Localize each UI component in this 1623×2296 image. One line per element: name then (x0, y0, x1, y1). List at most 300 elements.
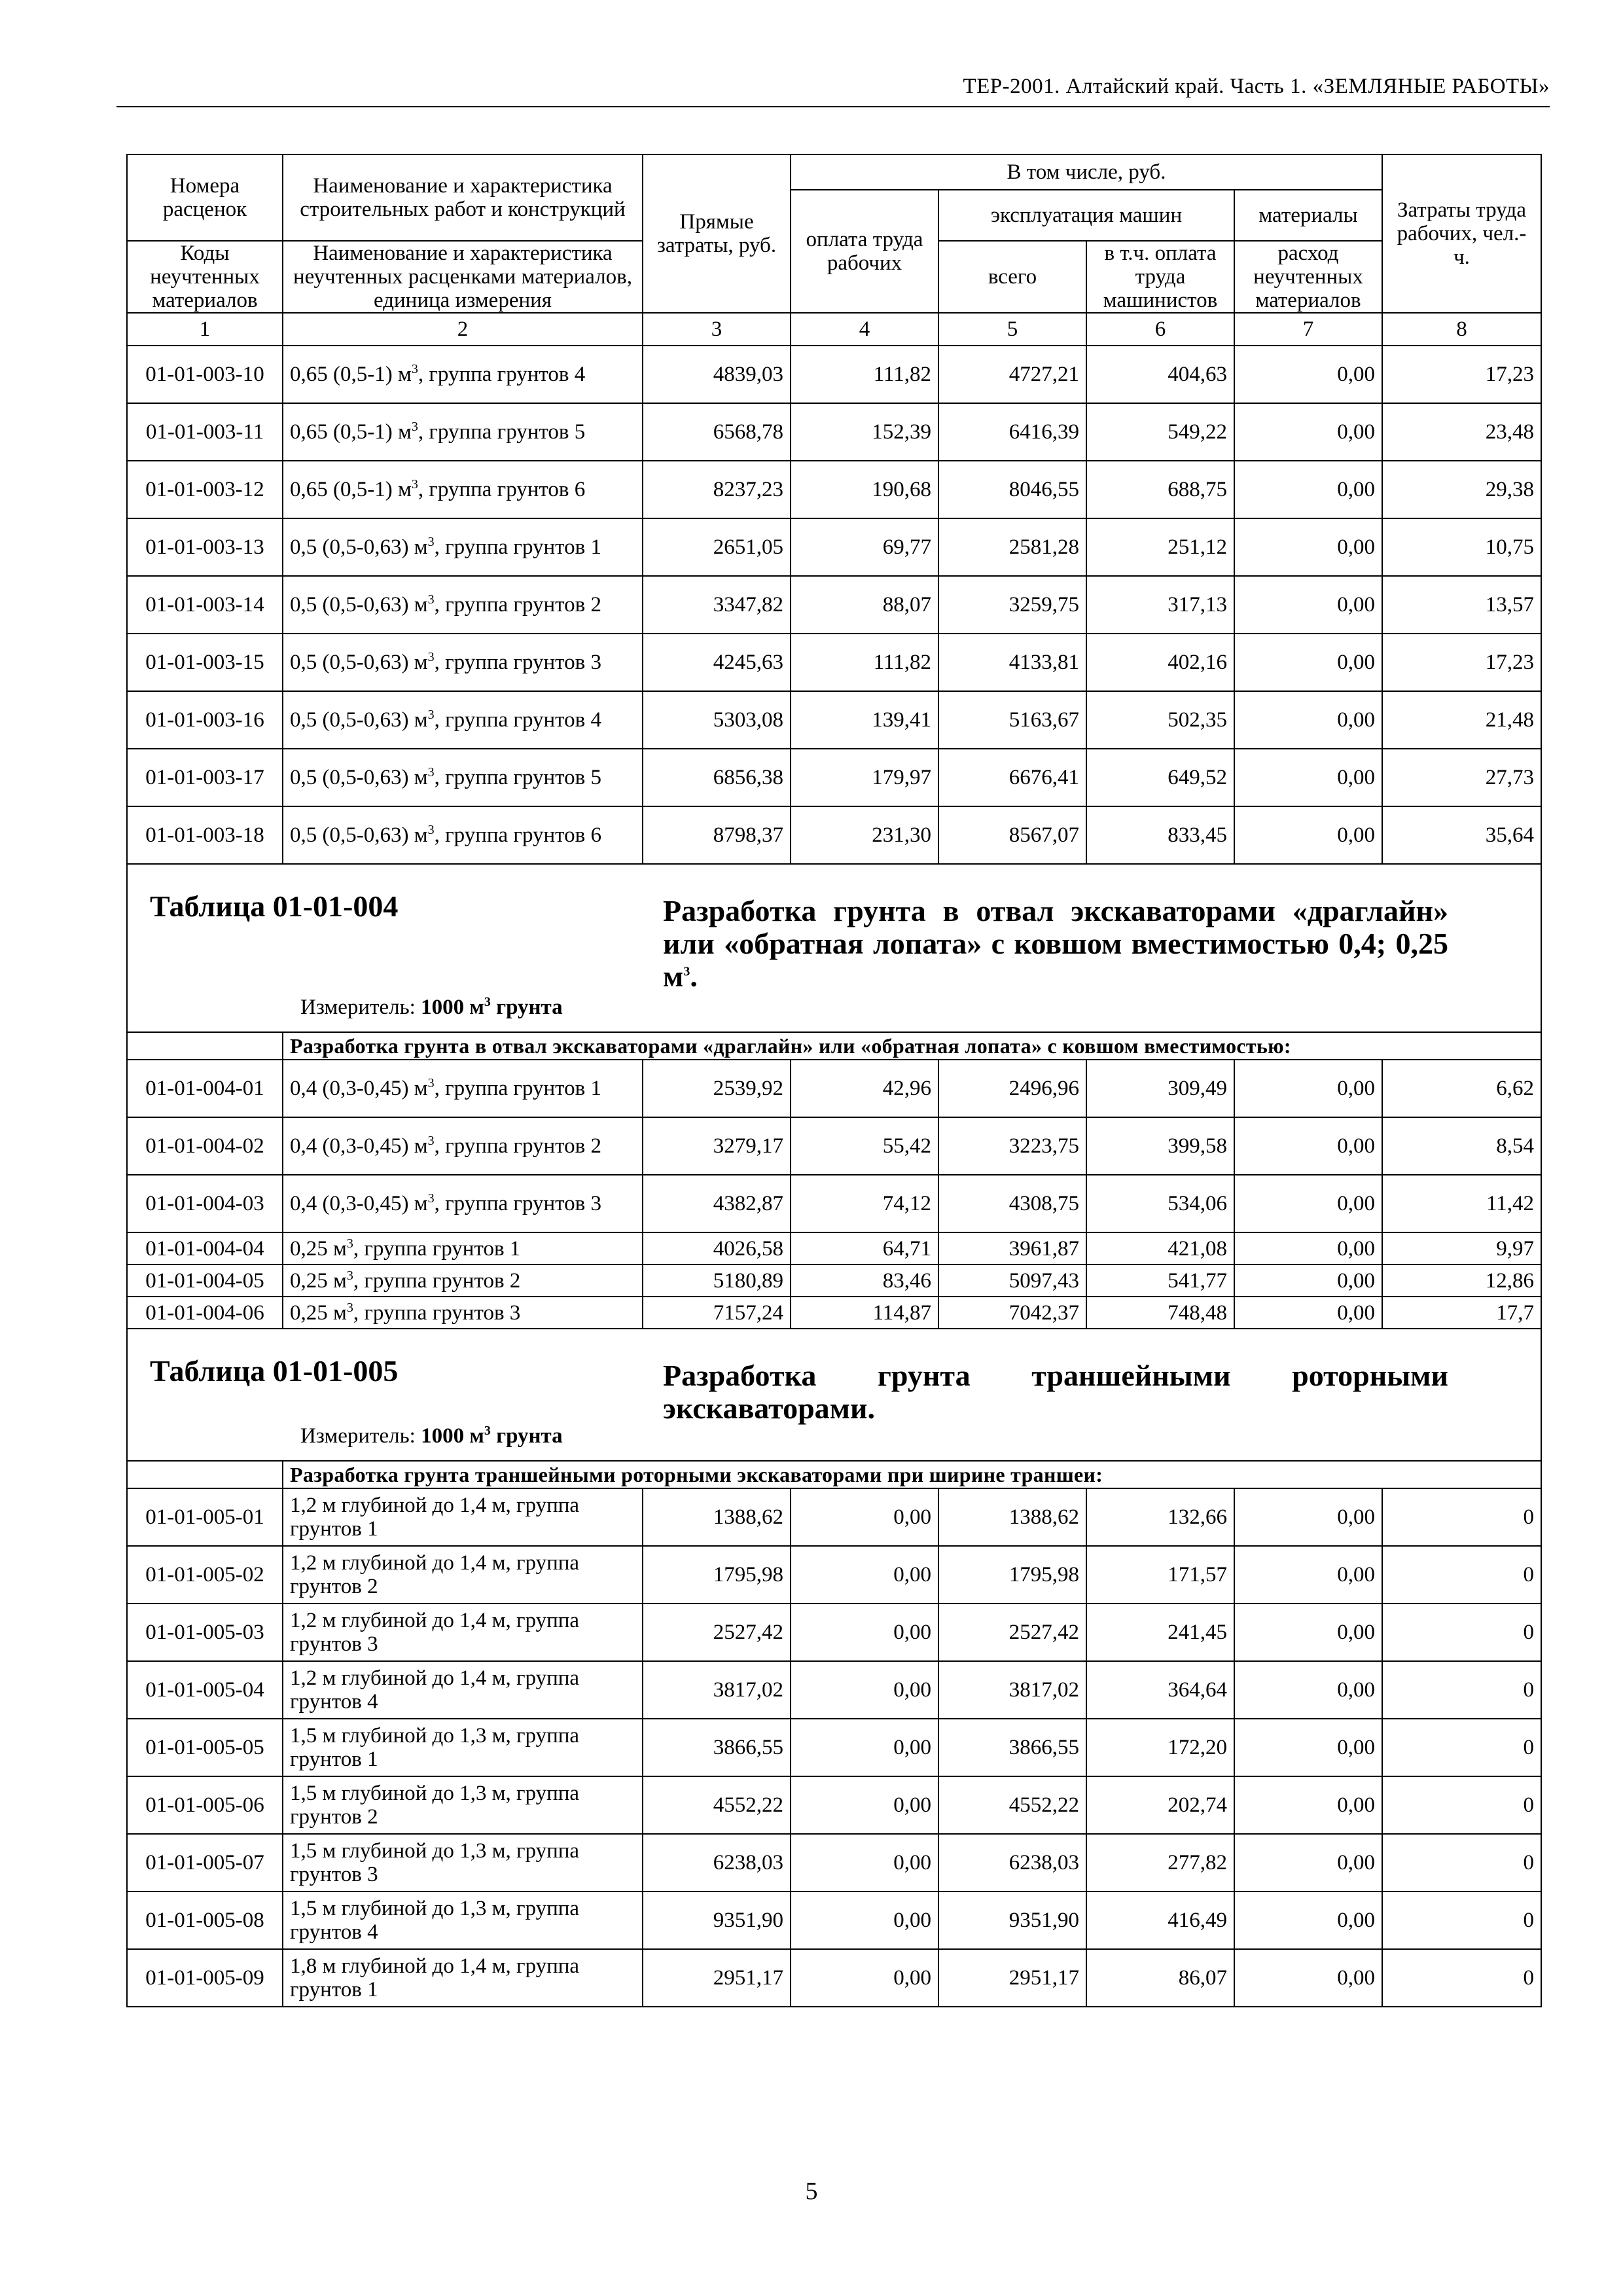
work-description (283, 1546, 643, 1604)
work-description-suffix: , группа грунтов 5 (434, 766, 602, 789)
rate-code: 01-01-003-16 (127, 691, 283, 749)
labor-pay-value: 55,42 (791, 1117, 938, 1175)
rate-code: 01-01-004-06 (127, 1297, 283, 1329)
work-description-suffix: , группа грунтов 1 (353, 1236, 521, 1261)
labor-pay-value: 64,71 (791, 1232, 938, 1265)
work-description-suffix: , группа грунтов 1 (434, 535, 602, 559)
machines-total-value: 5163,67 (938, 691, 1086, 749)
machines-total-value: 8567,07 (938, 806, 1086, 864)
machines-total-value: 4133,81 (938, 634, 1086, 691)
group-header: Разработка грунта траншейными роторными экскаваторами при ширине траншеи: (283, 1461, 1541, 1488)
table-row (127, 1834, 1541, 1892)
machines-total-value: 5097,43 (938, 1265, 1086, 1297)
labor-hours-value: 9,97 (1382, 1232, 1541, 1265)
table-row (127, 346, 1541, 403)
direct-costs-value: 3817,02 (643, 1661, 791, 1719)
table-row (127, 1661, 1541, 1719)
work-description (283, 1949, 643, 2007)
work-description (283, 1117, 643, 1175)
work-description (283, 691, 643, 749)
col-including: В том числе, руб. (791, 154, 1382, 190)
work-description-text: 0,5 (0,5-0,63) м (290, 823, 428, 847)
work-description-text: 0,4 (0,3-0,45) м (290, 1192, 428, 1215)
direct-costs-value: 3279,17 (643, 1117, 791, 1175)
table-row (127, 1232, 1541, 1265)
work-description-text: 0,5 (0,5-0,63) м (290, 708, 428, 732)
labor-pay-value: 231,30 (791, 806, 938, 864)
col-number: 3 (643, 313, 791, 346)
direct-costs-value: 3866,55 (643, 1719, 791, 1776)
machines-total-value: 4552,22 (938, 1776, 1086, 1834)
labor-hours-value: 0 (1382, 1546, 1541, 1604)
col-materials: материалы (1234, 190, 1382, 241)
labor-pay-value: 0,00 (791, 1546, 938, 1604)
direct-costs-value: 8237,23 (643, 461, 791, 518)
work-description-text: 1,5 м глубиной до 1,3 м, группа грунтов 4 (290, 1897, 580, 1944)
labor-hours-value: 11,42 (1382, 1175, 1541, 1232)
meter-label: Измеритель: (300, 1424, 421, 1448)
rate-code: 01-01-005-04 (127, 1661, 283, 1719)
work-description-text: 0,4 (0,3-0,45) м (290, 1134, 428, 1158)
work-description-text: 0,25 м (290, 1236, 347, 1261)
work-description (283, 1834, 643, 1892)
col-number: 4 (791, 313, 938, 346)
col-work-name: Наименование и характеристика строительных работ и конструкций (283, 154, 643, 241)
machines-total-value: 2527,42 (938, 1604, 1086, 1661)
machines-total-value: 1795,98 (938, 1546, 1086, 1604)
table-number: Таблица 01-01-005 (150, 1354, 399, 1388)
group-header-row (127, 1032, 1541, 1060)
direct-costs-value: 8798,37 (643, 806, 791, 864)
unit-exponent: 3 (484, 995, 491, 1009)
work-description-suffix: , группа грунтов 5 (418, 420, 586, 444)
table-title-box (134, 1329, 1534, 1460)
machinist-pay-value: 317,13 (1086, 576, 1234, 634)
work-description (283, 749, 643, 806)
labor-hours-value: 27,73 (1382, 749, 1541, 806)
work-description (283, 1232, 643, 1265)
machinist-pay-value: 251,12 (1086, 518, 1234, 576)
machinist-pay-value: 833,45 (1086, 806, 1234, 864)
table-row (127, 1546, 1541, 1604)
table-row (127, 518, 1541, 576)
col-number: 5 (938, 313, 1086, 346)
work-description-suffix: , группа грунтов 2 (434, 593, 602, 617)
table-row (127, 461, 1541, 518)
machinist-pay-value: 748,48 (1086, 1297, 1234, 1329)
labor-hours-value: 17,7 (1382, 1297, 1541, 1329)
labor-hours-value: 0 (1382, 1661, 1541, 1719)
group-header-row (127, 1461, 1541, 1488)
group-empty-cell (127, 1461, 283, 1488)
rate-code: 01-01-005-01 (127, 1488, 283, 1546)
unit-exponent: 3 (346, 1300, 353, 1315)
direct-costs-value: 7157,24 (643, 1297, 791, 1329)
labor-hours-value: 0 (1382, 1949, 1541, 2007)
work-description-suffix: , группа грунтов 6 (434, 823, 602, 847)
rate-code: 01-01-003-18 (127, 806, 283, 864)
direct-costs-value: 6568,78 (643, 403, 791, 461)
work-description (283, 634, 643, 691)
table-row (127, 1719, 1541, 1776)
rate-code: 01-01-005-05 (127, 1719, 283, 1776)
col-codes-unaccounted: Коды неучтенных материалов (127, 241, 283, 313)
meter-unit-suffix: грунта (490, 996, 563, 1019)
table-row (127, 1488, 1541, 1546)
work-description-text: 1,2 м глубиной до 1,4 м, группа грунтов 1 (290, 1494, 580, 1541)
machinist-pay-value: 416,49 (1086, 1892, 1234, 1949)
table-row (127, 749, 1541, 806)
unit-exponent: 3 (427, 1134, 435, 1148)
rate-code: 01-01-004-04 (127, 1232, 283, 1265)
machines-total-value: 9351,90 (938, 1892, 1086, 1949)
unit-exponent: 3 (427, 535, 435, 549)
labor-pay-value: 139,41 (791, 691, 938, 749)
labor-pay-value: 0,00 (791, 1834, 938, 1892)
machinist-pay-value: 549,22 (1086, 403, 1234, 461)
table-row (127, 1117, 1541, 1175)
materials-value: 0,00 (1234, 403, 1382, 461)
work-description-suffix: , группа грунтов 3 (434, 651, 602, 674)
work-description (283, 1661, 643, 1719)
table-row (127, 1265, 1541, 1297)
rate-code: 01-01-005-09 (127, 1949, 283, 2007)
table-meter (300, 1424, 563, 1448)
col-number: 2 (283, 313, 643, 346)
work-description-text: 0,25 м (290, 1300, 347, 1325)
labor-hours-value: 17,23 (1382, 634, 1541, 691)
materials-value: 0,00 (1234, 461, 1382, 518)
labor-pay-value: 74,12 (791, 1175, 938, 1232)
direct-costs-value: 2651,05 (643, 518, 791, 576)
rate-code: 01-01-004-01 (127, 1060, 283, 1117)
work-description-text: 1,5 м глубиной до 1,3 м, группа грунтов 3 (290, 1839, 580, 1886)
materials-value: 0,00 (1234, 1546, 1382, 1604)
rate-code: 01-01-003-15 (127, 634, 283, 691)
work-description (283, 346, 643, 403)
machines-total-value: 3961,87 (938, 1232, 1086, 1265)
unit-exponent: 3 (411, 362, 418, 376)
rate-code: 01-01-003-13 (127, 518, 283, 576)
work-description-text: 0,65 (0,5-1) м (290, 420, 412, 444)
work-description-suffix: , группа грунтов 2 (353, 1268, 521, 1293)
table-row (127, 634, 1541, 691)
labor-hours-value: 35,64 (1382, 806, 1541, 864)
labor-pay-value: 114,87 (791, 1297, 938, 1329)
col-number: 7 (1234, 313, 1382, 346)
machinist-pay-value: 202,74 (1086, 1776, 1234, 1834)
materials-value: 0,00 (1234, 576, 1382, 634)
table-description (663, 1359, 1448, 1425)
table-description-text: Разработка грунта в отвал экскаваторами «драглайн» или «обратная лопата» с ковшом вместимостью 0,4; 0,25 м (663, 894, 1448, 993)
col-number: 6 (1086, 313, 1234, 346)
machinist-pay-value: 309,49 (1086, 1060, 1234, 1117)
direct-costs-value: 2951,17 (643, 1949, 791, 2007)
machines-total-value: 2581,28 (938, 518, 1086, 576)
work-description-text: 0,4 (0,3-0,45) м (290, 1077, 428, 1100)
machines-total-value: 7042,37 (938, 1297, 1086, 1329)
table-row (127, 806, 1541, 864)
materials-value: 0,00 (1234, 1834, 1382, 1892)
materials-value: 0,00 (1234, 1488, 1382, 1546)
group-header: Разработка грунта в отвал экскаваторами «драглайн» или «обратная лопата» с ковшом вместимостью: (283, 1032, 1541, 1060)
labor-hours-value: 23,48 (1382, 403, 1541, 461)
col-labor-pay: оплата труда рабочих (791, 190, 938, 313)
labor-pay-value: 111,82 (791, 346, 938, 403)
materials-value: 0,00 (1234, 1661, 1382, 1719)
work-description (283, 403, 643, 461)
work-description (283, 1892, 643, 1949)
machinist-pay-value: 172,20 (1086, 1719, 1234, 1776)
machinist-pay-value: 399,58 (1086, 1117, 1234, 1175)
rate-code: 01-01-004-03 (127, 1175, 283, 1232)
col-machine-operation: эксплуатация машин (938, 190, 1234, 241)
work-description (283, 1297, 643, 1329)
machines-total-value: 6238,03 (938, 1834, 1086, 1892)
materials-value: 0,00 (1234, 634, 1382, 691)
table-description (663, 895, 1448, 993)
unit-exponent: 3 (427, 708, 435, 722)
materials-value: 0,00 (1234, 806, 1382, 864)
work-description (283, 1175, 643, 1232)
table-row (127, 1060, 1541, 1117)
materials-value: 0,00 (1234, 749, 1382, 806)
labor-hours-value: 13,57 (1382, 576, 1541, 634)
column-numbers-row (127, 313, 1541, 346)
header-title: ТЕР-2001. Алтайский край. Часть 1. «ЗЕМЛЯНЫЕ РАБОТЫ» (963, 75, 1550, 98)
machinist-pay-value: 534,06 (1086, 1175, 1234, 1232)
labor-hours-value: 21,48 (1382, 691, 1541, 749)
unit-exponent: 3 (427, 650, 435, 664)
direct-costs-value: 4552,22 (643, 1776, 791, 1834)
work-description (283, 576, 643, 634)
table-title-row (127, 864, 1541, 1032)
col-rate-numbers: Номера расценок (127, 154, 283, 241)
machines-total-value: 3866,55 (938, 1719, 1086, 1776)
meter-unit: 1000 м (421, 1424, 484, 1448)
labor-hours-value: 0 (1382, 1834, 1541, 1892)
unit-exponent: 3 (484, 1424, 491, 1438)
labor-pay-value: 0,00 (791, 1488, 938, 1546)
machinist-pay-value: 364,64 (1086, 1661, 1234, 1719)
meter-unit: 1000 м (421, 996, 484, 1019)
machines-total-value: 1388,62 (938, 1488, 1086, 1546)
rate-code: 01-01-005-03 (127, 1604, 283, 1661)
machinist-pay-value: 171,57 (1086, 1546, 1234, 1604)
machines-total-value: 2951,17 (938, 1949, 1086, 2007)
table-row (127, 403, 1541, 461)
rate-code: 01-01-003-17 (127, 749, 283, 806)
work-description-text: 0,65 (0,5-1) м (290, 478, 412, 501)
materials-value: 0,00 (1234, 1604, 1382, 1661)
labor-pay-value: 42,96 (791, 1060, 938, 1117)
machinist-pay-value: 132,66 (1086, 1488, 1234, 1546)
work-description-text: 0,5 (0,5-0,63) м (290, 766, 428, 789)
labor-hours-value: 8,54 (1382, 1117, 1541, 1175)
machinist-pay-value: 649,52 (1086, 749, 1234, 806)
work-description (283, 1604, 643, 1661)
col-number: 8 (1382, 313, 1541, 346)
work-description-suffix: , группа грунтов 1 (434, 1077, 602, 1100)
labor-hours-value: 0 (1382, 1719, 1541, 1776)
work-description-suffix: , группа грунтов 4 (418, 363, 586, 386)
table-number: Таблица 01-01-004 (150, 889, 399, 923)
direct-costs-value: 5180,89 (643, 1265, 791, 1297)
materials-value: 0,00 (1234, 1265, 1382, 1297)
header-row-1 (127, 154, 1541, 190)
work-description-text: 1,8 м глубиной до 1,4 м, группа грунтов 1 (290, 1954, 580, 2001)
materials-value: 0,00 (1234, 1949, 1382, 2007)
col-machinist-pay: в т.ч. оплата труда машинистов (1086, 241, 1234, 313)
work-description-text: 1,2 м глубиной до 1,4 м, группа грунтов 2 (290, 1551, 580, 1598)
rate-code: 01-01-003-10 (127, 346, 283, 403)
table-description-text: Разработка грунта траншейными роторными экскаваторами. (663, 1359, 1448, 1425)
work-description-text: 0,5 (0,5-0,63) м (290, 593, 428, 617)
table-row (127, 691, 1541, 749)
meter-label: Измеритель: (300, 996, 421, 1019)
direct-costs-value: 2527,42 (643, 1604, 791, 1661)
unit-exponent: 3 (411, 420, 418, 434)
direct-costs-value: 6238,03 (643, 1834, 791, 1892)
unit-exponent: 3 (427, 1076, 435, 1090)
rate-code: 01-01-003-12 (127, 461, 283, 518)
col-number: 1 (127, 313, 283, 346)
labor-hours-value: 6,62 (1382, 1060, 1541, 1117)
col-total: всего (938, 241, 1086, 313)
labor-hours-value: 10,75 (1382, 518, 1541, 576)
machinist-pay-value: 541,77 (1086, 1265, 1234, 1297)
work-description-text: 1,2 м глубиной до 1,4 м, группа грунтов 3 (290, 1609, 580, 1656)
materials-value: 0,00 (1234, 1060, 1382, 1117)
page-header (116, 63, 1550, 107)
machinist-pay-value: 502,35 (1086, 691, 1234, 749)
table-row (127, 1175, 1541, 1232)
labor-hours-value: 0 (1382, 1488, 1541, 1546)
work-description (283, 1488, 643, 1546)
direct-costs-value: 1388,62 (643, 1488, 791, 1546)
direct-costs-value: 9351,90 (643, 1892, 791, 1949)
labor-pay-value: 0,00 (791, 1604, 938, 1661)
labor-pay-value: 179,97 (791, 749, 938, 806)
work-description (283, 461, 643, 518)
col-direct-costs: Прямые затраты, руб. (643, 154, 791, 313)
table-row (127, 1776, 1541, 1834)
rate-code: 01-01-005-06 (127, 1776, 283, 1834)
direct-costs-value: 3347,82 (643, 576, 791, 634)
labor-pay-value: 0,00 (791, 1719, 938, 1776)
rates-table (126, 154, 1542, 2007)
direct-costs-value: 4245,63 (643, 634, 791, 691)
table-title-box (134, 865, 1534, 1031)
direct-costs-value: 4839,03 (643, 346, 791, 403)
machines-total-value: 4727,21 (938, 346, 1086, 403)
labor-hours-value: 0 (1382, 1604, 1541, 1661)
labor-hours-value: 0 (1382, 1776, 1541, 1834)
machinist-pay-value: 421,08 (1086, 1232, 1234, 1265)
unit-exponent: 3 (411, 477, 418, 492)
work-description (283, 1719, 643, 1776)
work-description-text: 1,2 м глубиной до 1,4 м, группа грунтов 4 (290, 1666, 580, 1713)
rate-code: 01-01-004-02 (127, 1117, 283, 1175)
labor-pay-value: 190,68 (791, 461, 938, 518)
group-empty-cell (127, 1032, 283, 1060)
rate-code: 01-01-005-02 (127, 1546, 283, 1604)
machinist-pay-value: 688,75 (1086, 461, 1234, 518)
work-description-suffix: , группа грунтов 4 (434, 708, 602, 732)
materials-value: 0,00 (1234, 1232, 1382, 1265)
labor-pay-value: 0,00 (791, 1892, 938, 1949)
materials-value: 0,00 (1234, 1776, 1382, 1834)
table-row (127, 576, 1541, 634)
rate-code: 01-01-003-14 (127, 576, 283, 634)
direct-costs-value: 5303,08 (643, 691, 791, 749)
direct-costs-value: 4382,87 (643, 1175, 791, 1232)
machines-total-value: 2496,96 (938, 1060, 1086, 1117)
machines-total-value: 3223,75 (938, 1117, 1086, 1175)
table-row (127, 1604, 1541, 1661)
table-title-cell (127, 864, 1541, 1032)
materials-value: 0,00 (1234, 1892, 1382, 1949)
unit-exponent: 3 (427, 823, 435, 837)
col-labor-hours: Затраты труда рабочих, чел.-ч. (1382, 154, 1541, 313)
unit-exponent: 3 (427, 1191, 435, 1206)
labor-pay-value: 83,46 (791, 1265, 938, 1297)
work-description-text: 1,5 м глубиной до 1,3 м, группа грунтов 1 (290, 1724, 580, 1771)
machinist-pay-value: 241,45 (1086, 1604, 1234, 1661)
page-number: 5 (805, 2178, 818, 2205)
labor-pay-value: 0,00 (791, 1776, 938, 1834)
labor-pay-value: 111,82 (791, 634, 938, 691)
table-meter (300, 996, 563, 1019)
labor-pay-value: 69,77 (791, 518, 938, 576)
materials-value: 0,00 (1234, 1175, 1382, 1232)
work-description (283, 1060, 643, 1117)
direct-costs-value: 1795,98 (643, 1546, 791, 1604)
table-title-row (127, 1329, 1541, 1461)
labor-pay-value: 88,07 (791, 576, 938, 634)
work-description-suffix: , группа грунтов 2 (434, 1134, 602, 1158)
labor-pay-value: 152,39 (791, 403, 938, 461)
rate-code: 01-01-004-05 (127, 1265, 283, 1297)
machinist-pay-value: 404,63 (1086, 346, 1234, 403)
labor-pay-value: 0,00 (791, 1661, 938, 1719)
work-description-suffix: , группа грунтов 6 (418, 478, 586, 501)
materials-value: 0,00 (1234, 518, 1382, 576)
machines-total-value: 8046,55 (938, 461, 1086, 518)
labor-hours-value: 29,38 (1382, 461, 1541, 518)
col-materials-consumption: расход неучтенных материалов (1234, 241, 1382, 313)
unit-exponent: 3 (346, 1236, 353, 1251)
machines-total-value: 4308,75 (938, 1175, 1086, 1232)
unit-exponent: 3 (683, 964, 690, 979)
work-description-suffix: , группа грунтов 3 (434, 1192, 602, 1215)
col-materials-name: Наименование и характеристика неучтенных расценками материалов, единица измерения (283, 241, 643, 313)
direct-costs-value: 6856,38 (643, 749, 791, 806)
machines-total-value: 6416,39 (938, 403, 1086, 461)
direct-costs-value: 4026,58 (643, 1232, 791, 1265)
rate-code: 01-01-005-07 (127, 1834, 283, 1892)
materials-value: 0,00 (1234, 1719, 1382, 1776)
labor-hours-value: 0 (1382, 1892, 1541, 1949)
unit-exponent: 3 (427, 765, 435, 780)
work-description-suffix: , группа грунтов 3 (353, 1300, 521, 1325)
machines-total-value: 3259,75 (938, 576, 1086, 634)
materials-value: 0,00 (1234, 691, 1382, 749)
rate-code: 01-01-005-08 (127, 1892, 283, 1949)
meter-unit-suffix: грунта (490, 1424, 563, 1448)
machines-total-value: 3817,02 (938, 1661, 1086, 1719)
machinist-pay-value: 402,16 (1086, 634, 1234, 691)
